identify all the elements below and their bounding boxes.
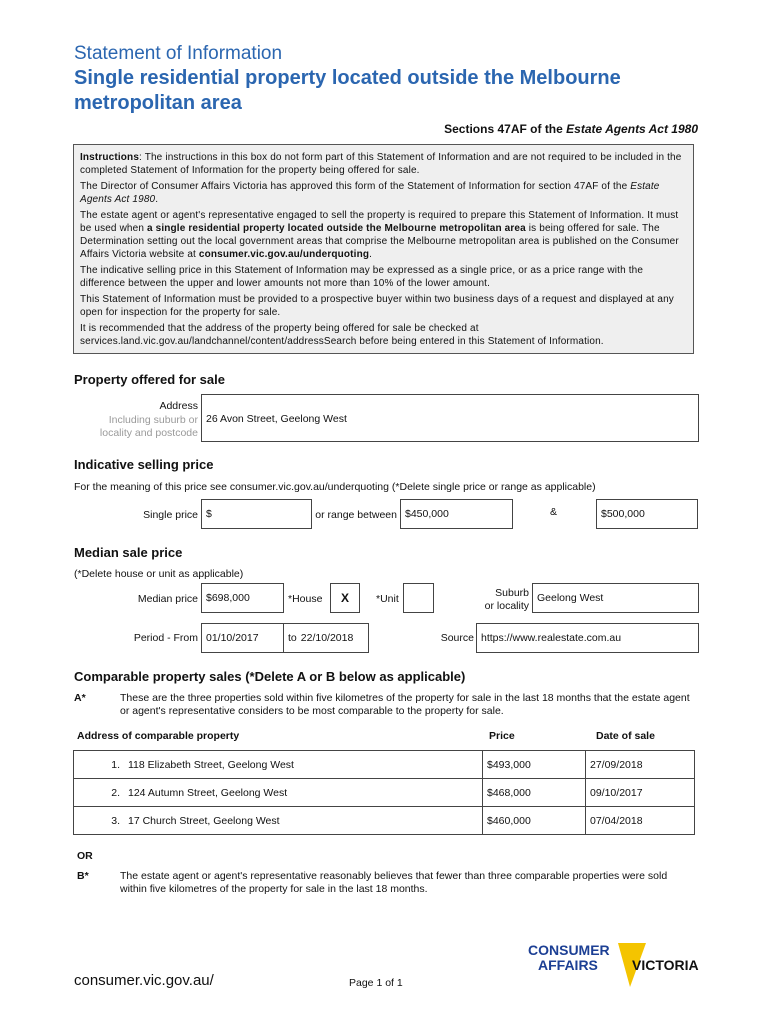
- table-row: [74, 751, 695, 779]
- option-a-text: These are the three properties sold within five kilometres of the property for sale in the last 18 months that the estate agent or agent's representative considers to be most comparable to the property for sale.: [120, 692, 690, 717]
- house-checkbox[interactable]: X: [330, 583, 360, 613]
- instructions-p5: This Statement of Information must be provided to a prospective buyer within two business days of a request and displayed at any open for inspection for the property for sale.: [80, 294, 674, 318]
- address-cell[interactable]: 2. 124 Autumn Street, Geelong West: [74, 779, 483, 807]
- instructions-box: [73, 144, 694, 354]
- option-b-label: B*: [77, 870, 89, 882]
- address-cell[interactable]: 3. 17 Church Street, Geelong West: [74, 807, 483, 835]
- single-price-label: Single price: [143, 509, 198, 521]
- unit-label: *Unit: [376, 593, 399, 605]
- footer-website[interactable]: consumer.vic.gov.au/: [74, 972, 214, 989]
- period-from-label: Period - From: [133, 632, 198, 644]
- suburb-label: Suburb or locality: [484, 587, 529, 612]
- address-cell[interactable]: 1. 118 Elizabeth Street, Geelong West: [74, 751, 483, 779]
- logo-word-victoria: VICTORIA: [632, 957, 699, 973]
- range-ampersand: &: [550, 506, 558, 518]
- unit-checkbox[interactable]: [403, 583, 434, 613]
- instructions-p1: Instructions: The instructions in this box do not form part of this Statement of Information and are not required to be included in the completed Statement of Information for the property being offered for sale.: [80, 152, 682, 176]
- address-field[interactable]: 26 Avon Street, Geelong West: [201, 394, 699, 442]
- house-label: *House: [288, 593, 323, 605]
- underquoting-link[interactable]: consumer.vic.gov.au/underquoting: [198, 249, 370, 260]
- page-title: Statement of Information: [74, 43, 283, 64]
- address-label: Address Including suburb or locality and postcode: [99, 400, 198, 439]
- col-address-header: Address of comparable property: [77, 730, 240, 742]
- page-subtitle: Single residential property located outside the Melbourne metropolitan area: [74, 67, 621, 114]
- page-number: Page 1 of 1: [349, 977, 403, 989]
- price-cell[interactable]: $460,000: [483, 807, 586, 835]
- median-price-label: Median price: [137, 593, 198, 605]
- logo-graphic: [528, 941, 708, 991]
- consumer-affairs-victoria-logo: [528, 941, 708, 991]
- source-field[interactable]: https://www.realestate.com.au: [476, 623, 699, 653]
- col-price-header: Price: [489, 730, 515, 742]
- indicative-heading: Indicative selling price: [74, 457, 214, 472]
- period-from-field[interactable]: 01/10/2017: [201, 623, 284, 653]
- range-high-field[interactable]: $500,000: [596, 499, 698, 529]
- date-cell[interactable]: 09/10/2017: [586, 779, 695, 807]
- table-row: [74, 807, 695, 835]
- period-to-field[interactable]: to 22/10/2018: [284, 623, 369, 653]
- comparable-table: [73, 750, 695, 835]
- logo-word-affairs: AFFAIRS: [538, 957, 598, 973]
- range-low-field[interactable]: $450,000: [400, 499, 513, 529]
- logo-word-consumer: CONSUMER: [528, 942, 610, 958]
- price-cell[interactable]: $468,000: [483, 779, 586, 807]
- range-label: or range between: [315, 509, 397, 521]
- instructions-p4: The indicative selling price in this Statement of Information may be expressed as a single price, or as a price range with the difference between the upper and lower amounts not more than 10% of the lower amount.: [80, 265, 644, 289]
- instructions-p2: The Director of Consumer Affairs Victoria has approved this form of the Statement of Information for section 47AF of the Estate Agents Act 1980.: [80, 181, 660, 205]
- option-a-label: A*: [74, 692, 86, 704]
- source-label: Source: [440, 632, 474, 644]
- median-note: (*Delete house or unit as applicable): [74, 568, 244, 580]
- indicative-note: For the meaning of this price see consumer.vic.gov.au/underquoting (*Delete single price or range as applicable): [74, 481, 596, 493]
- single-price-field[interactable]: $: [201, 499, 312, 529]
- price-cell[interactable]: $493,000: [483, 751, 586, 779]
- property-heading: Property offered for sale: [74, 372, 225, 387]
- suburb-field[interactable]: Geelong West: [532, 583, 699, 613]
- instructions-p6: It is recommended that the address of the property being offered for sale be checked at services.land.vic.gov.au/landchannel/content/addressSearch before being entered in this Statement of Information.: [80, 323, 604, 347]
- median-price-field[interactable]: $698,000: [201, 583, 284, 613]
- table-row: [74, 779, 695, 807]
- comparable-heading: Comparable property sales (*Delete A or B below as applicable): [74, 669, 466, 684]
- option-b-text: The estate agent or agent's representative reasonably believes that fewer than three comparable properties were sold within five kilometres of the property for sale in the last 18 months.: [120, 870, 668, 895]
- instructions-p3: The estate agent or agent's representative engaged to sell the property is required to prepare this Statement of Information. It must be used when a single residential property located outside the Melbourne metropolitan area is being offered for sale. The Determination setting out the local government areas that comprise the Melbourne metropolitan area is published on the Consumer Affairs Victoria website at consumer.vic.gov.au/underquoting.: [80, 210, 679, 260]
- sections-reference: Sections 47AF of the Estate Agents Act 1980: [444, 122, 698, 136]
- col-date-header: Date of sale: [596, 730, 655, 742]
- or-label: OR: [77, 850, 93, 862]
- median-heading: Median sale price: [74, 545, 183, 560]
- date-cell[interactable]: 27/09/2018: [586, 751, 695, 779]
- date-cell[interactable]: 07/04/2018: [586, 807, 695, 835]
